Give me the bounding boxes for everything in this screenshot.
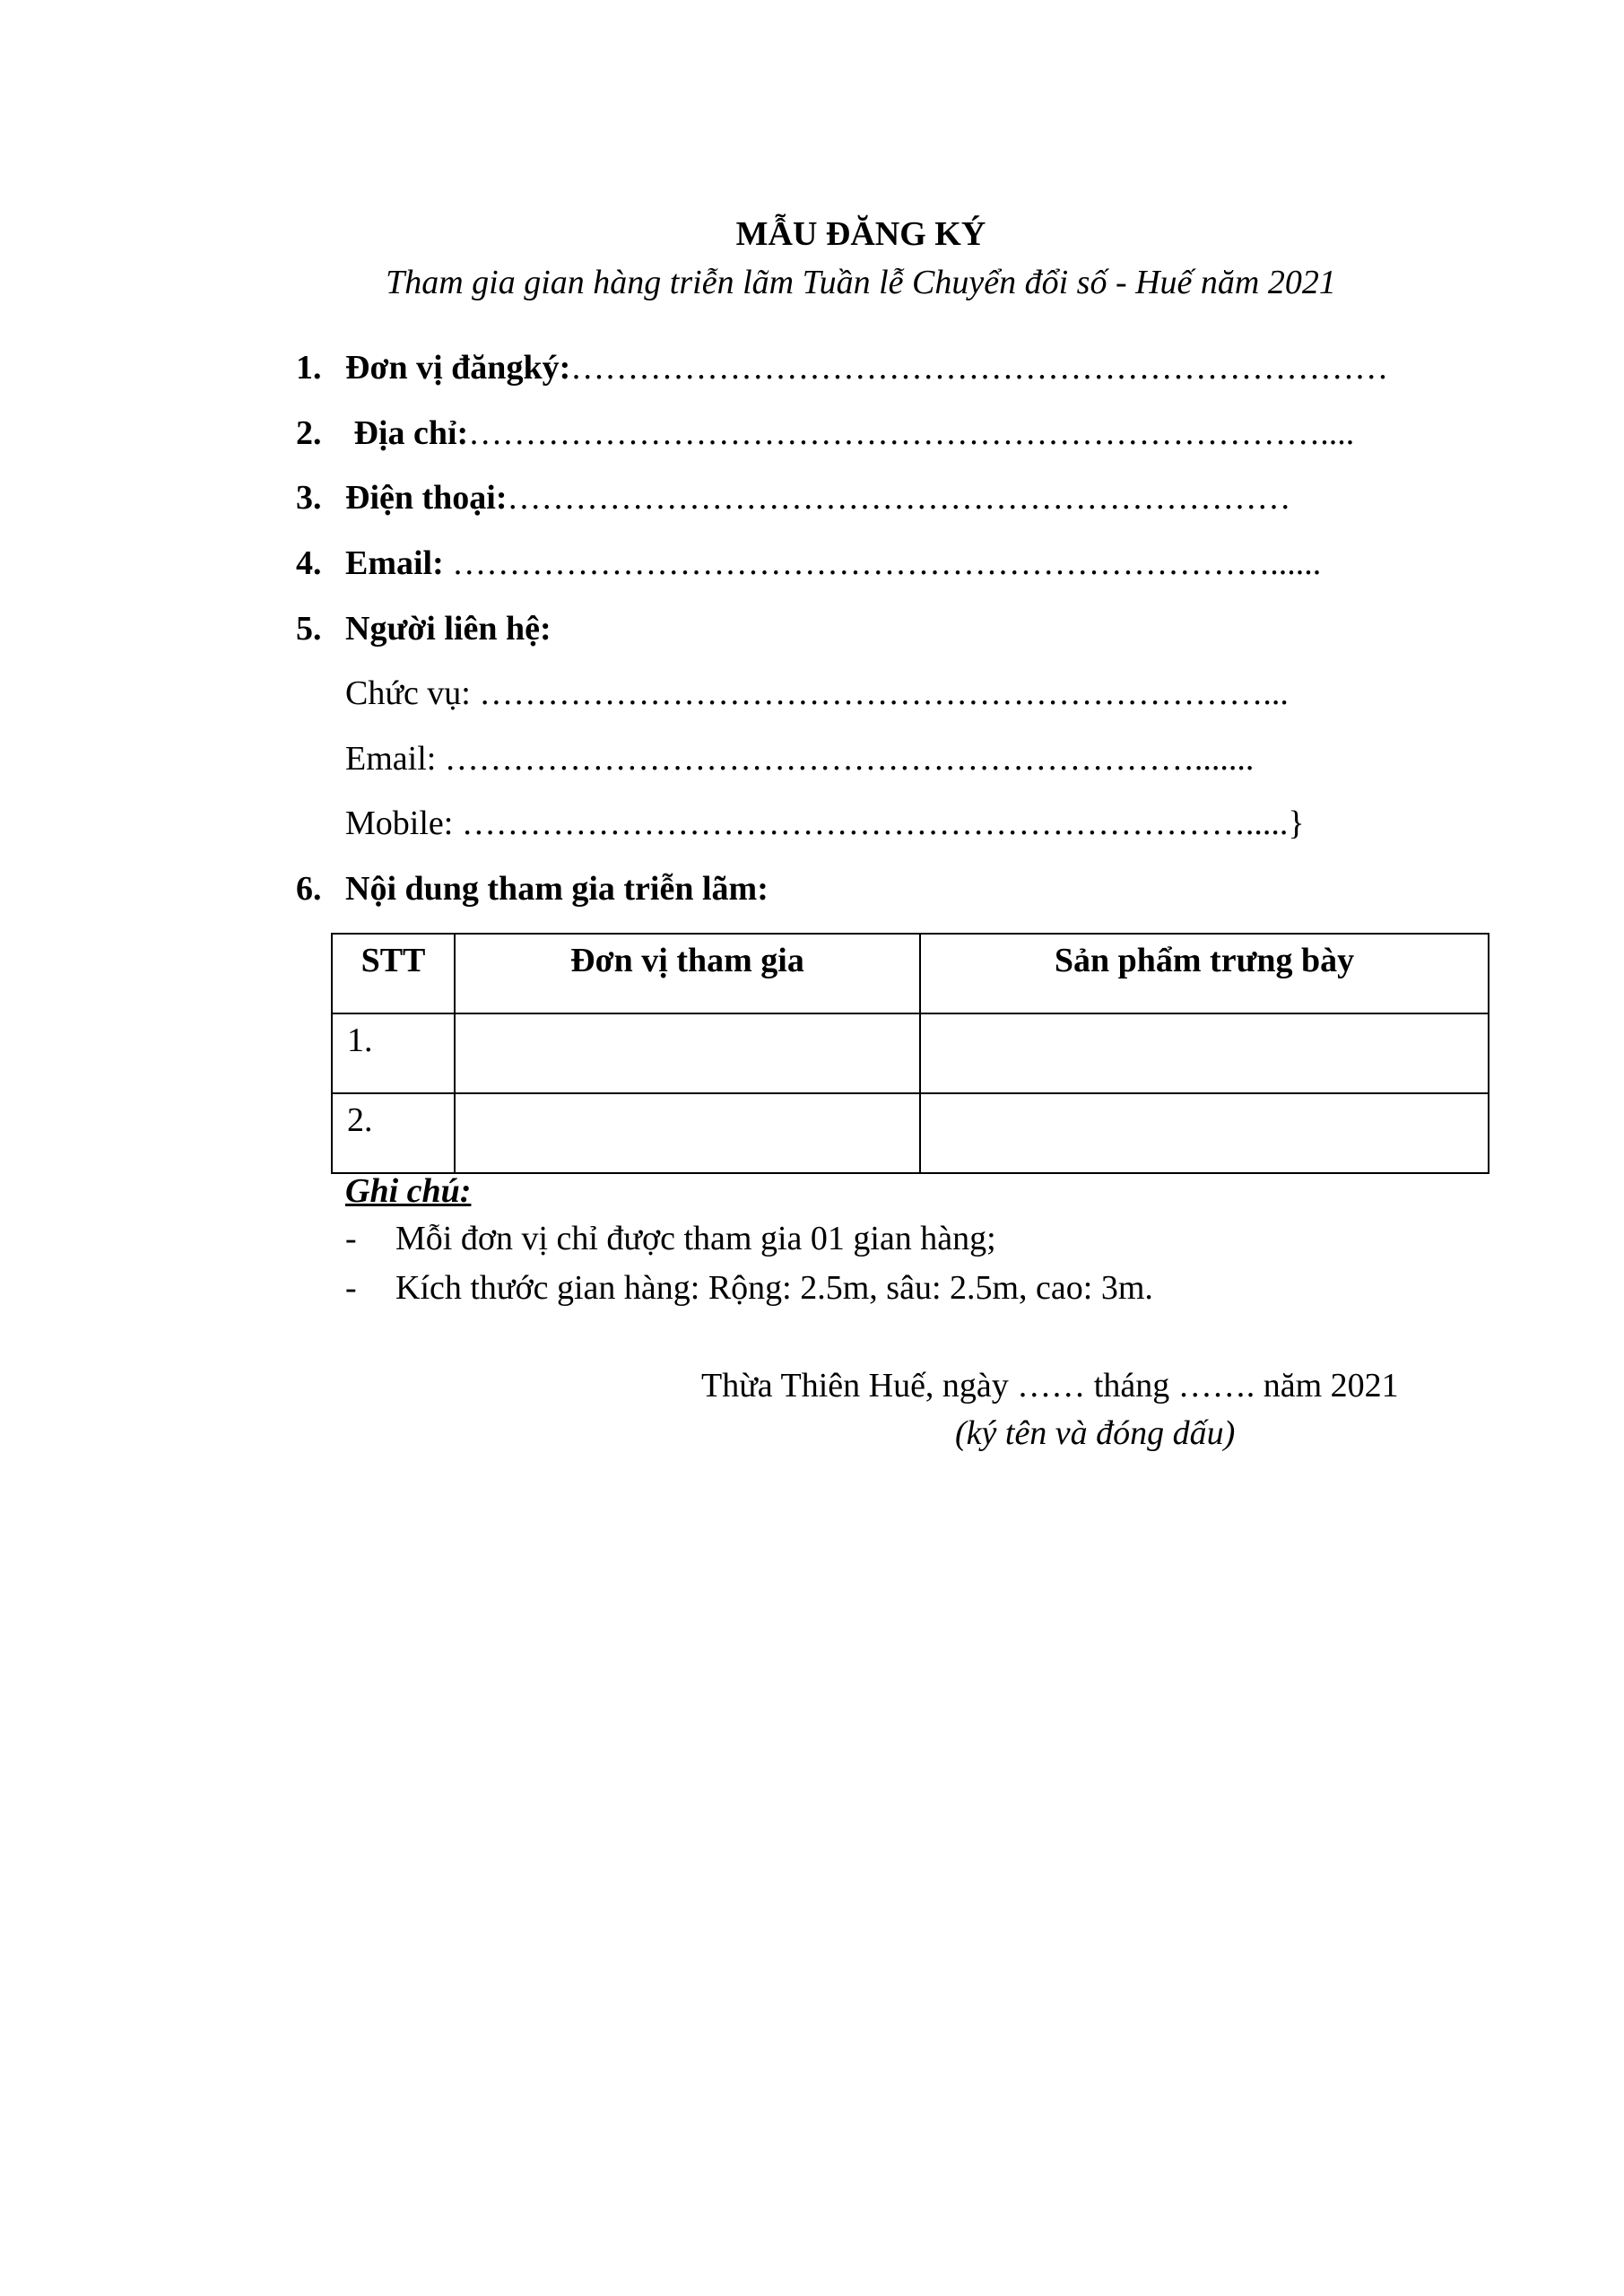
table-cell-stt: 1.	[332, 1013, 455, 1093]
note-text: Mỗi đơn vị chỉ được tham gia 01 gian hàng;	[395, 1220, 996, 1257]
table-cell-unit[interactable]	[455, 1013, 920, 1093]
column-header-stt: STT	[332, 934, 455, 1013]
field-label: Email:	[345, 544, 453, 582]
field-number: 4.	[296, 544, 322, 582]
note-item	[345, 1216, 996, 1261]
section-exhibit-content	[296, 866, 769, 911]
field-number: 2.	[296, 414, 322, 452]
fill-line: …………………………………………………………………....	[468, 414, 1355, 452]
field-number: 5.	[296, 610, 322, 648]
table-cell-product[interactable]	[920, 1093, 1489, 1173]
contact-email	[345, 736, 1254, 781]
table-header-row	[332, 934, 1489, 1013]
note-item	[345, 1265, 1153, 1310]
field-contact-person	[296, 606, 551, 651]
fill-line: ……………………………………………………………...	[479, 674, 1289, 712]
field-label: Điện thoại:	[345, 479, 508, 517]
notes-title: Ghi chú:	[345, 1172, 472, 1210]
field-email	[296, 541, 1321, 586]
fill-line: ………………………………………………………………	[570, 349, 1389, 387]
field-label: Đơn vị đăngký:	[345, 349, 571, 387]
table-row	[332, 1093, 1489, 1173]
table-row	[332, 1013, 1489, 1093]
fill-line: ………………………………………………………….......	[444, 740, 1255, 778]
fill-line: ………………………………………………………………......	[452, 544, 1322, 582]
note-dash: -	[345, 1220, 357, 1257]
field-registering-unit	[296, 345, 1388, 390]
table-cell-unit[interactable]	[455, 1093, 920, 1173]
signature-note: (ký tên và đóng dấu)	[955, 1414, 1236, 1452]
table-cell-product[interactable]	[920, 1013, 1489, 1093]
contact-mobile	[345, 801, 1305, 846]
table-cell-stt: 2.	[332, 1093, 455, 1173]
note-dash: -	[345, 1269, 357, 1307]
fill-line: ……………………………………………………………	[507, 479, 1291, 517]
field-phone	[296, 475, 1291, 520]
column-header-product: Sản phẩm trưng bày	[920, 934, 1489, 1013]
document-subtitle: Tham gia gian hàng triễn lãm Tuần lễ Chuyển đổi số - Huế năm 2021	[386, 264, 1336, 301]
contact-label: Mobile:	[345, 804, 462, 842]
document-title: MẪU ĐĂNG KÝ	[735, 215, 986, 253]
contact-label: Email:	[345, 740, 445, 778]
field-label: Người liên hệ:	[345, 610, 551, 648]
contact-position	[345, 671, 1289, 716]
field-label: Nội dung tham gia triễn lãm:	[345, 870, 769, 908]
field-number: 6.	[296, 870, 322, 908]
signature-date-line: Thừa Thiên Huế, ngày …… tháng ……. năm 2021	[701, 1367, 1399, 1405]
field-label: Địa chỉ:	[345, 414, 469, 452]
exhibit-table	[331, 933, 1489, 1174]
field-address	[296, 411, 1354, 456]
column-header-unit: Đơn vị tham gia	[455, 934, 920, 1013]
field-number: 1.	[296, 349, 322, 387]
fill-line: …………………………………………………………….....}	[461, 804, 1305, 842]
note-text: Kích thước gian hàng: Rộng: 2.5m, sâu: 2.5m, cao: 3m.	[395, 1269, 1153, 1307]
field-number: 3.	[296, 479, 322, 517]
contact-label: Chức vụ:	[345, 674, 480, 712]
